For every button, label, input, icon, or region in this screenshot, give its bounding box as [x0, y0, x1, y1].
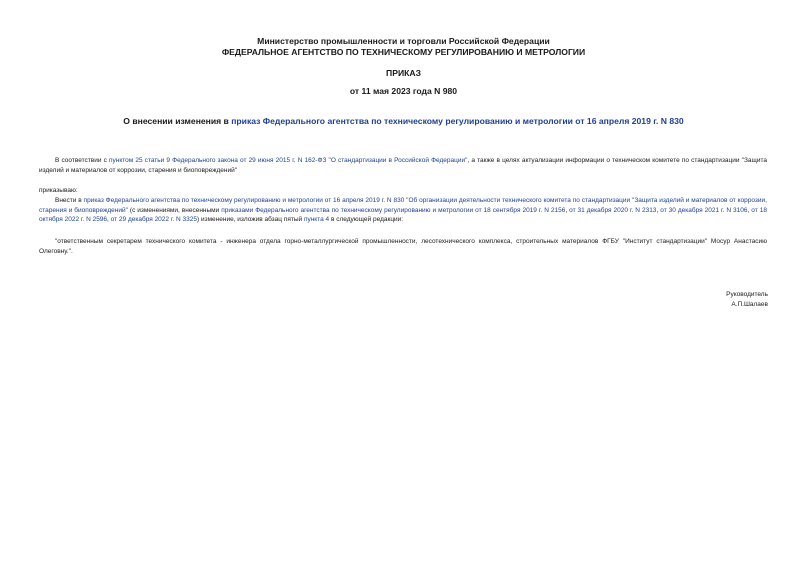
- item-order-3325-link[interactable]: от 29 декабря 2022 г. N 3325: [110, 216, 197, 223]
- preamble-paragraph: [39, 156, 767, 175]
- item-point-4-link[interactable]: пункта 4: [303, 216, 330, 223]
- item-text-3: ,: [565, 206, 570, 214]
- preamble-law-link[interactable]: пунктом 25 статьи 9 Федерального закона от 29 июня 2015 г. N 162-ФЗ "О стандартизации в Российской Федерации": [108, 157, 468, 164]
- title-link[interactable]: приказ Федерального агентства по техническому регулированию и метрологии от 16 апреля 2019 г. N 830: [231, 116, 684, 126]
- signature-name: А.П.Шалаев: [731, 301, 768, 308]
- item-order-2156-link[interactable]: приказами Федерального агентства по техническому регулированию и метрологии от 18 сентября 2019 г. N 2156: [221, 206, 566, 214]
- agency-name: ФЕДЕРАЛЬНОЕ АГЕНТСТВО ПО ТЕХНИЧЕСКОМУ РЕГУЛИРОВАНИЮ И МЕТРОЛОГИИ: [221, 47, 586, 57]
- preamble-text-2: , а также в целях актуализации информации о техническом комитете по стандартизации "Защита изделий и материалов от коррозии, старения и биоповреждений": [39, 157, 767, 174]
- ministry-name: Министерство промышленности и торговли Российской Федерации: [257, 36, 550, 46]
- signature-position: Руководитель: [726, 291, 768, 298]
- item-text-8: в следующей редакции:: [329, 216, 404, 223]
- item-text-4: ,: [656, 206, 661, 214]
- document-date-number: от 11 мая 2023 года N 980: [349, 86, 458, 96]
- item-order-3106-link[interactable]: от 30 декабря 2021 г. N 3106: [660, 206, 748, 214]
- document-title: [0, 116, 807, 127]
- quoted-amendment: "ответственным секретарем технического комитета - инженера отдела горно-металлургической промышленности, лесотехнического комплекса, строительных материалов ФГБУ "Институт стандартизации" Мосур Анастасию Олеговну.".: [39, 238, 767, 255]
- item-paragraph: [39, 196, 767, 225]
- item-text-5: ,: [747, 206, 752, 214]
- document-type: ПРИКАЗ: [386, 68, 421, 78]
- item-text-1: Внести в: [55, 197, 84, 204]
- title-prefix: О внесении изменения в: [123, 116, 232, 126]
- item-text-7: ) изменение, изложив абзац пятый: [196, 216, 304, 223]
- item-order-2596-link[interactable]: от 18 октября 2022 г. N 2596: [39, 206, 767, 223]
- order-word: приказываю:: [39, 187, 78, 194]
- item-text-6: ,: [107, 216, 111, 223]
- item-order-830-link[interactable]: приказ Федерального агентства по техническому регулированию и метрологии от 16 апреля 2019 г. N 830 "Об организации деятельности технического комитета по стандартизации "Защита изделий и материалов от коррозии, старения и биоповреждений": [39, 197, 767, 214]
- item-text-2: (с изменениями, внесенными: [127, 206, 222, 214]
- preamble-text-1: В соответствии с: [55, 157, 109, 164]
- item-order-2313-link[interactable]: от 31 декабря 2020 г. N 2313: [569, 206, 657, 214]
